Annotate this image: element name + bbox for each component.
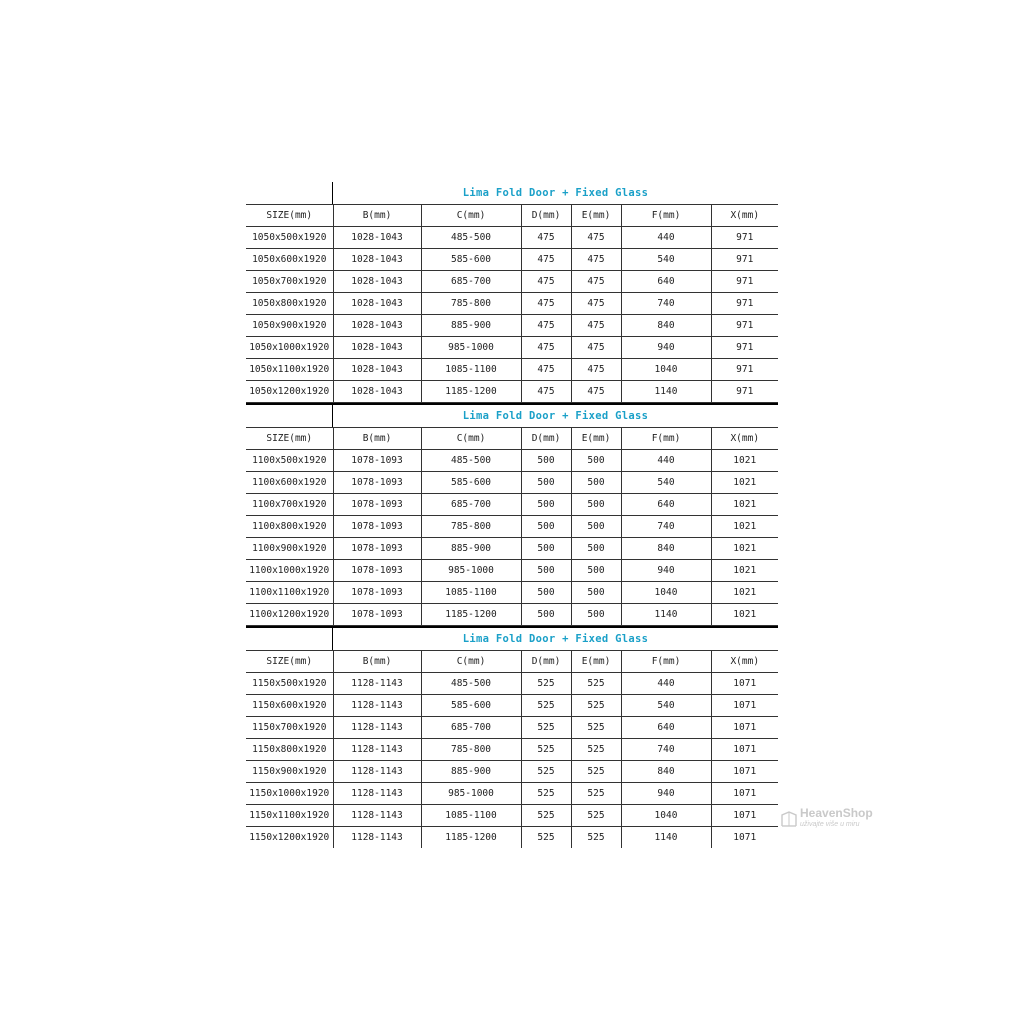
table-cell: 500 [521, 472, 571, 494]
table-cell: 525 [571, 827, 621, 849]
table-row [246, 582, 778, 604]
table-cell: 971 [711, 359, 778, 381]
column-header: C(mm) [421, 651, 521, 673]
table-cell: 1150x500x1920 [246, 673, 333, 695]
table-cell: 525 [571, 695, 621, 717]
header-row [246, 205, 778, 227]
table-cell: 440 [621, 450, 711, 472]
column-header: C(mm) [421, 205, 521, 227]
table-cell: 640 [621, 271, 711, 293]
table-cell: 1078-1093 [333, 472, 421, 494]
table-cell: 525 [571, 673, 621, 695]
table-cell: 1021 [711, 494, 778, 516]
table-cell: 500 [521, 582, 571, 604]
table-cell: 1128-1143 [333, 739, 421, 761]
table-cell: 740 [621, 739, 711, 761]
table-cell: 475 [521, 381, 571, 403]
table-cell: 540 [621, 249, 711, 271]
table-cell: 840 [621, 761, 711, 783]
table-cell: 785-800 [421, 739, 521, 761]
table-title-row [246, 182, 778, 204]
table-cell: 1150x700x1920 [246, 717, 333, 739]
table-row [246, 472, 778, 494]
table-cell: 475 [521, 271, 571, 293]
table-cell: 475 [521, 337, 571, 359]
table-cell: 1100x1000x1920 [246, 560, 333, 582]
table-row [246, 827, 778, 849]
table-cell: 885-900 [421, 315, 521, 337]
table-row [246, 761, 778, 783]
table-row [246, 249, 778, 271]
table-cell: 1040 [621, 359, 711, 381]
table-cell: 1071 [733, 832, 757, 843]
table-cell: 485-500 [421, 450, 521, 472]
table-cell: 1140 [621, 827, 711, 849]
column-header: SIZE(mm) [246, 651, 333, 673]
table-cell: 1150x1100x1920 [246, 805, 333, 827]
table-cell: 500 [571, 494, 621, 516]
table-cell: 1028-1043 [333, 271, 421, 293]
table-cell: 525 [521, 827, 571, 849]
table-cell: 1150x900x1920 [246, 761, 333, 783]
table-cell: 1128-1143 [333, 673, 421, 695]
table-cell: 1021 [711, 560, 778, 582]
table-cell: 475 [571, 249, 621, 271]
table-cell: 1050x600x1920 [246, 249, 333, 271]
table-row [246, 560, 778, 582]
table-cell: 525 [571, 717, 621, 739]
column-header: F(mm) [621, 651, 711, 673]
table-cell: 1140 [621, 604, 711, 626]
table-title: Lima Fold Door + Fixed Glass [462, 410, 649, 422]
table-cell: 1128-1143 [333, 717, 421, 739]
table-cell: 1078-1093 [333, 450, 421, 472]
table-row [246, 538, 778, 560]
table-cell: 475 [521, 315, 571, 337]
table-cell: 525 [521, 783, 571, 805]
table-cell: 1021 [711, 604, 778, 626]
table-cell: 475 [521, 249, 571, 271]
table-cell: 640 [621, 494, 711, 516]
table-cell: 475 [571, 271, 621, 293]
table-cell: 1128-1143 [333, 805, 421, 827]
column-header: E(mm) [571, 651, 621, 673]
table-cell: 1085-1100 [421, 582, 521, 604]
table-cell: 500 [521, 560, 571, 582]
table-cell: 500 [571, 450, 621, 472]
table-cell: 1100x1100x1920 [246, 582, 333, 604]
table-cell: 1050x900x1920 [246, 315, 333, 337]
table-cell: 971 [711, 249, 778, 271]
table-cell: 1078-1093 [333, 516, 421, 538]
table-cell: 740 [621, 293, 711, 315]
table-cell: 1128-1143 [333, 761, 421, 783]
spec-table [246, 650, 778, 848]
table-cell: 500 [521, 604, 571, 626]
table-cell: 540 [621, 472, 711, 494]
table-row [246, 695, 778, 717]
table-cell: 1100x500x1920 [246, 450, 333, 472]
table-cell: 1021 [711, 450, 778, 472]
spec-table-block [246, 626, 778, 848]
table-cell: 1185-1200 [421, 381, 521, 403]
column-header: D(mm) [521, 428, 571, 450]
table-cell: 1078-1093 [333, 604, 421, 626]
spec-tables [246, 182, 778, 848]
table-cell: 971 [711, 271, 778, 293]
watermark-brand: HeavenShop [800, 806, 873, 820]
table-cell: 500 [521, 538, 571, 560]
table-cell: 1050x1200x1920 [246, 381, 333, 403]
table-cell: 1050x1100x1920 [246, 359, 333, 381]
table-cell: 525 [521, 739, 571, 761]
spec-table-block [246, 403, 778, 626]
table-cell: 440 [621, 673, 711, 695]
table-cell: 1028-1043 [333, 337, 421, 359]
column-header: E(mm) [571, 428, 621, 450]
table-cell: 500 [571, 560, 621, 582]
table-cell: 1085-1100 [421, 805, 521, 827]
table-cell: 525 [571, 739, 621, 761]
table-cell: 525 [571, 761, 621, 783]
table-cell: 500 [571, 516, 621, 538]
table-cell: 685-700 [421, 271, 521, 293]
table-cell: 985-1000 [421, 560, 521, 582]
table-cell: 885-900 [421, 538, 521, 560]
table-cell: 525 [521, 805, 571, 827]
table-cell: 475 [521, 293, 571, 315]
table-row [246, 783, 778, 805]
table-cell: 485-500 [421, 227, 521, 249]
table-row [246, 337, 778, 359]
column-header: F(mm) [621, 205, 711, 227]
table-cell: 1100x600x1920 [246, 472, 333, 494]
column-header: B(mm) [333, 205, 421, 227]
table-row [246, 494, 778, 516]
table-cell: 475 [571, 381, 621, 403]
table-row [246, 315, 778, 337]
table-row [246, 271, 778, 293]
header-row [246, 651, 778, 673]
table-cell: 1078-1093 [333, 494, 421, 516]
column-header: X(mm) [711, 205, 778, 227]
table-cell: 1185-1200 [421, 604, 521, 626]
table-row [246, 359, 778, 381]
table-cell: 940 [621, 783, 711, 805]
title-spacer [246, 405, 333, 427]
table-cell: 1040 [621, 582, 711, 604]
table-cell: 500 [571, 472, 621, 494]
table-cell: 1071 [711, 739, 778, 761]
table-cell: 1028-1043 [333, 381, 421, 403]
column-header: X(mm) [711, 428, 778, 450]
column-header: D(mm) [521, 205, 571, 227]
table-cell: 525 [521, 717, 571, 739]
table-cell: 500 [521, 450, 571, 472]
table-row [246, 381, 778, 403]
table-cell: 1100x1200x1920 [246, 604, 333, 626]
table-cell: 540 [621, 695, 711, 717]
table-cell: 1140 [621, 381, 711, 403]
table-row [246, 293, 778, 315]
table-cell: 971 [711, 381, 778, 403]
table-cell: 971 [711, 315, 778, 337]
table-cell: 475 [571, 293, 621, 315]
spec-table-block [246, 182, 778, 403]
table-row [246, 673, 778, 695]
table-cell: 1021 [711, 516, 778, 538]
table-cell: 940 [621, 560, 711, 582]
table-cell: 585-600 [421, 249, 521, 271]
table-cell: 1150x1000x1920 [246, 783, 333, 805]
table-cell: 1028-1043 [333, 359, 421, 381]
table-cell: 1071 [711, 805, 778, 827]
table-cell: 685-700 [421, 717, 521, 739]
table-cell: 885-900 [421, 761, 521, 783]
table-cell: 740 [621, 516, 711, 538]
table-cell: 475 [571, 359, 621, 381]
table-cell: 840 [621, 538, 711, 560]
table-cell: 475 [521, 227, 571, 249]
column-header: C(mm) [421, 428, 521, 450]
table-cell: 971 [711, 337, 778, 359]
table-cell: 785-800 [421, 293, 521, 315]
table-cell: 1021 [711, 582, 778, 604]
table-cell: 1128-1143 [333, 783, 421, 805]
title-spacer [246, 182, 333, 204]
table-cell: 785-800 [421, 516, 521, 538]
table-cell: 525 [571, 783, 621, 805]
table-cell: 1028-1043 [333, 227, 421, 249]
table-cell: 1150x1200x1920 [246, 827, 333, 849]
table-cell: 1021 [711, 538, 778, 560]
table-title-row [246, 628, 778, 650]
table-cell: 585-600 [421, 472, 521, 494]
table-cell: 1100x800x1920 [246, 516, 333, 538]
column-header: F(mm) [621, 428, 711, 450]
column-header: D(mm) [521, 651, 571, 673]
table-cell: 500 [521, 516, 571, 538]
table-cell: 500 [521, 494, 571, 516]
table-cell: 525 [521, 695, 571, 717]
table-cell: 1028-1043 [333, 293, 421, 315]
table-row [246, 739, 778, 761]
table-cell: 971 [711, 293, 778, 315]
table-cell: 1028-1043 [333, 315, 421, 337]
table-cell: 1078-1093 [333, 538, 421, 560]
table-cell: 525 [521, 673, 571, 695]
table-cell: 1100x900x1920 [246, 538, 333, 560]
table-cell: 1050x500x1920 [246, 227, 333, 249]
table-cell: 640 [621, 717, 711, 739]
column-header: SIZE(mm) [246, 205, 333, 227]
watermark-slogan: uživajte više u miru [800, 821, 860, 828]
column-header: E(mm) [571, 205, 621, 227]
table-cell: 1071 [711, 761, 778, 783]
table-cell: 1150x600x1920 [246, 695, 333, 717]
header-row [246, 428, 778, 450]
table-cell: 1040 [621, 805, 711, 827]
table-cell: 585-600 [421, 695, 521, 717]
table-cell: 1021 [711, 472, 778, 494]
table-cell: 500 [571, 604, 621, 626]
table-cell: 685-700 [421, 494, 521, 516]
table-cell: 525 [521, 761, 571, 783]
table-cell: 1071 [711, 695, 778, 717]
table-cell: 971 [711, 227, 778, 249]
table-cell: 1071 [711, 673, 778, 695]
table-cell: 1071 [711, 717, 778, 739]
table-row [246, 516, 778, 538]
table-cell: 1128-1143 [333, 695, 421, 717]
table-cell: 1085-1100 [421, 359, 521, 381]
table-cell: 475 [571, 227, 621, 249]
table-cell: 1071 [711, 783, 778, 805]
table-cell: 985-1000 [421, 783, 521, 805]
table-cell: 1028-1043 [333, 249, 421, 271]
column-header: B(mm) [333, 428, 421, 450]
table-cell: 1128-1143 [333, 827, 421, 849]
table-cell: 985-1000 [421, 337, 521, 359]
table-cell: 525 [571, 805, 621, 827]
table-row [246, 805, 778, 827]
table-cell: 440 [621, 227, 711, 249]
spec-table [246, 427, 778, 626]
table-cell: 1185-1200 [421, 827, 521, 849]
table-cell: 1050x800x1920 [246, 293, 333, 315]
watermark [778, 804, 878, 834]
spec-table [246, 204, 778, 403]
table-row [246, 227, 778, 249]
table-cell: 1100x700x1920 [246, 494, 333, 516]
table-cell: 1078-1093 [333, 560, 421, 582]
table-cell: 500 [571, 538, 621, 560]
table-title: Lima Fold Door + Fixed Glass [462, 187, 649, 199]
table-cell: 475 [571, 315, 621, 337]
table-cell: 500 [571, 582, 621, 604]
column-header: B(mm) [333, 651, 421, 673]
title-spacer [246, 628, 333, 650]
table-cell: 1078-1093 [333, 582, 421, 604]
table-cell: 940 [621, 337, 711, 359]
shower-enclosure-icon [780, 810, 798, 828]
table-cell: 485-500 [421, 673, 521, 695]
table-row [246, 450, 778, 472]
table-cell: 1150x800x1920 [246, 739, 333, 761]
table-cell: 1050x700x1920 [246, 271, 333, 293]
table-title: Lima Fold Door + Fixed Glass [462, 633, 649, 645]
column-header: SIZE(mm) [246, 428, 333, 450]
column-header: X(mm) [711, 651, 778, 673]
table-row [246, 604, 778, 626]
table-cell: 840 [621, 315, 711, 337]
table-cell: 475 [571, 337, 621, 359]
table-row [246, 717, 778, 739]
table-cell: 475 [521, 359, 571, 381]
table-title-row [246, 405, 778, 427]
table-cell: 1050x1000x1920 [246, 337, 333, 359]
